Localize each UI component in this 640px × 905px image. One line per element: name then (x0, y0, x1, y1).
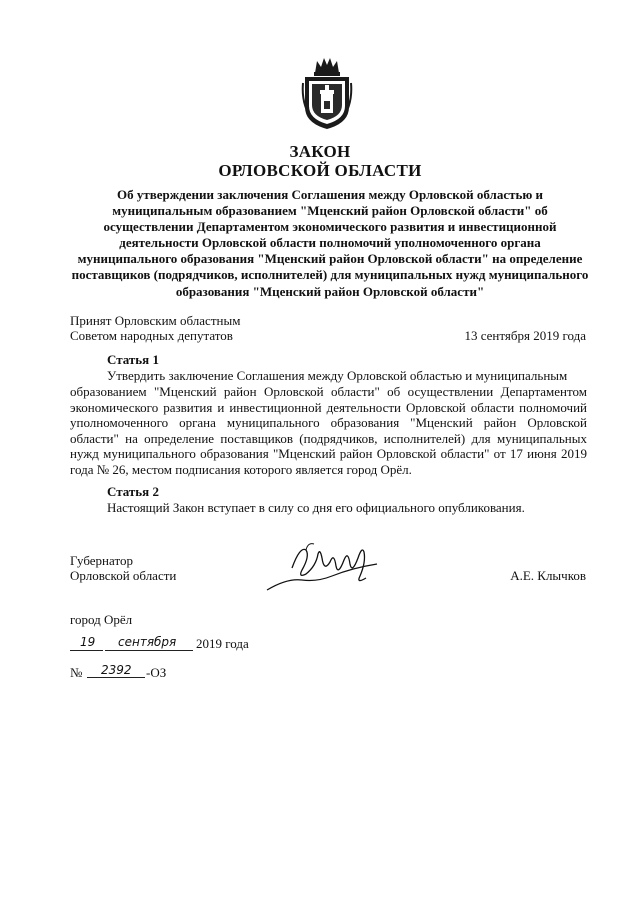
region-title: ОРЛОВСКОЙ ОБЛАСТИ (218, 161, 422, 180)
article-2-body: Настоящий Закон вступает в силу со дня его официального опубликования. (107, 500, 525, 515)
adoption-body-line1: Принят Орловским областным (70, 313, 241, 328)
signatory-name: А.Е. Клычков (510, 568, 586, 583)
law-number: 2392 (101, 663, 132, 677)
law-title: ЗАКОН (289, 142, 351, 161)
law-number-sign: № (70, 665, 83, 680)
law-subject: Об утверждении заключения Соглашения между Орловской областью и муниципальным образованием "Мценский район Орловской области" об осуществлении Департаментом экономического развития и инвестиционной деятельности Орловской области полномочий уполномоченного органа муниципального образования "Мценский район Орловской области" на определение поставщиков (подрядчиков, исполнителей) для муниципальных нужд муниципального образования "Мценский район Орловской области" (71, 187, 589, 299)
signing-month: сентября (118, 635, 177, 649)
month-underline (105, 650, 193, 651)
signatory-position-line1: Губернатор (70, 553, 133, 568)
day-underline (70, 650, 103, 651)
city-of-signing: город Орёл (70, 612, 133, 627)
number-underline (87, 677, 145, 678)
signing-year: 2019 года (196, 636, 249, 651)
orel-oblast-coat-of-arms-icon (301, 55, 353, 130)
handwritten-signature (262, 538, 382, 598)
signatory-position-line2: Орловской области (70, 568, 177, 583)
adoption-body-line2: Советом народных депутатов (70, 328, 233, 343)
adoption-date: 13 сентября 2019 года (464, 328, 586, 343)
article-1-first-line: Утвердить заключение Соглашения между Орловской областью и муниципальным (107, 368, 568, 383)
article-2-heading: Статья 2 (107, 484, 159, 499)
law-number-suffix: -ОЗ (146, 665, 167, 680)
article-1-body: образованием "Мценский район Орловской области" об осуществлении Департаментом экономического развития и инвестиционной деятельности Орловской области полномочий уполномоченного органа муниципального образования "Мценский район Орловской области" на определение поставщиков (подрядчиков, исполнителей) для муниципальных нужд муниципального образования "Мценский район Орловской области" от 17 июня 2019 года № 26, местом подписания которого является город Орёл. (70, 384, 587, 477)
article-1-heading: Статья 1 (107, 352, 159, 367)
signing-day: 19 (80, 635, 96, 649)
